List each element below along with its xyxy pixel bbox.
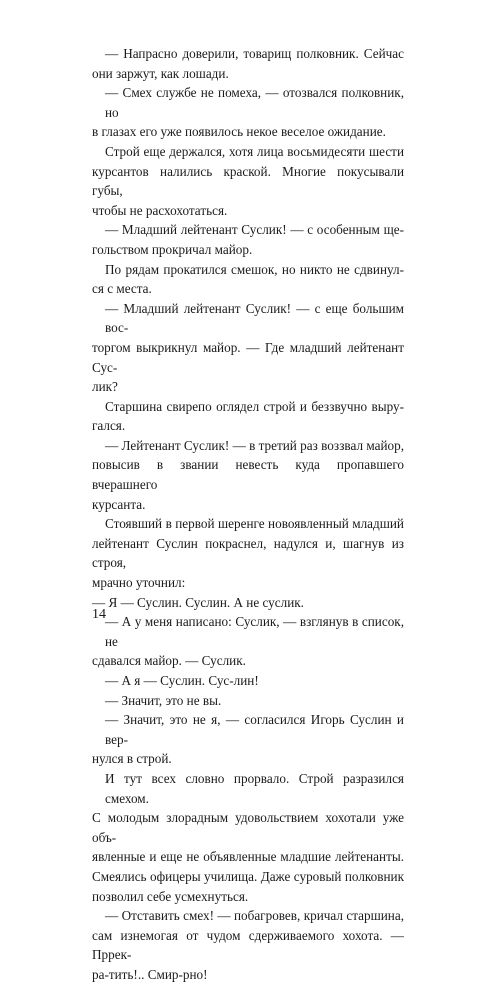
- text-line: Стоявший в первой шеренге новоявленный младший: [105, 516, 404, 532]
- text-line: сам изнемогая от чудом сдерживаемого хохота. — Пррек-: [92, 927, 404, 963]
- text-line: сдавался майор. — Суслик.: [92, 653, 246, 669]
- text-line: По рядам прокатился смешок, но никто не сдвинул-: [105, 261, 404, 277]
- text-line: позволил себе усмехнуться.: [92, 888, 249, 904]
- text-line: Старшина свирепо оглядел строй и беззвучно выру-: [105, 398, 404, 414]
- text-line: — А я — Суслин. Сус-лин!: [105, 673, 259, 688]
- text-line: — Значит, это не я, — согласился Игорь Суслин и вер-: [105, 712, 404, 747]
- text-line: повысив в звании невесть куда пропавшего вчерашнего: [92, 457, 404, 493]
- text-line: С молодым злорадным удовольствием хохотали уже объ-: [92, 810, 404, 845]
- body-text: [92, 44, 404, 985]
- text-line: ся с места.: [92, 281, 152, 297]
- text-line: курсантов налились краской. Многие покусывали губы,: [92, 163, 404, 199]
- page-number: 14: [92, 607, 106, 622]
- text-line: Строй еще держался, хотя лица восьмидесяти шести: [105, 143, 404, 159]
- text-line: — Смех службе не помеха, — отозвался полковник, но: [105, 85, 404, 120]
- text-line: лейтенант Суслин покраснел, надулся и, шагнув из строя,: [92, 535, 404, 571]
- text-line: явленные и еще не объявленные младшие лейтенанты.: [92, 849, 404, 865]
- text-line: чтобы не расхохотаться.: [92, 202, 228, 218]
- text-line: курсанта.: [92, 496, 146, 512]
- text-line: гольством прокричал майор.: [92, 241, 253, 257]
- text-line: лик?: [92, 379, 118, 395]
- text-line: — Отставить смех! — побагровев, кричал старшина,: [105, 908, 404, 924]
- text-line: гался.: [92, 418, 126, 434]
- text-line: — Лейтенант Суслик! — в третий раз воззвал майор,: [105, 437, 404, 453]
- text-line: И тут всех словно прорвало. Строй разразился смехом.: [105, 770, 404, 806]
- text-line: нулся в строй.: [92, 751, 172, 767]
- text-line: — Я — Суслин. Суслин. А не суслик.: [92, 594, 304, 610]
- text-line: — Младший лейтенант Суслик! — с особенным ще-: [105, 222, 404, 238]
- text-line: они заржут, как лошади.: [92, 65, 229, 81]
- text-line: в глазах его уже появилось некое веселое ожидание.: [92, 124, 386, 140]
- text-line: — Напрасно доверили, товарищ полковник. Сейчас: [105, 46, 404, 61]
- text-line: — Значит, это не вы.: [105, 692, 222, 708]
- text-line: — А у меня написано: Суслик, — взглянув в список, не: [105, 614, 404, 649]
- text-line: мрачно уточнил:: [92, 575, 186, 591]
- text-line: торгом выкрикнул майор. — Где младший лейтенант Сус-: [92, 339, 404, 375]
- text-line: Смеялись офицеры училища. Даже суровый полковник: [92, 868, 404, 884]
- text-line: — Младший лейтенант Суслик! — с еще большим вос-: [105, 300, 404, 336]
- text-line: ра-тить!.. Смир-рно!: [92, 966, 208, 982]
